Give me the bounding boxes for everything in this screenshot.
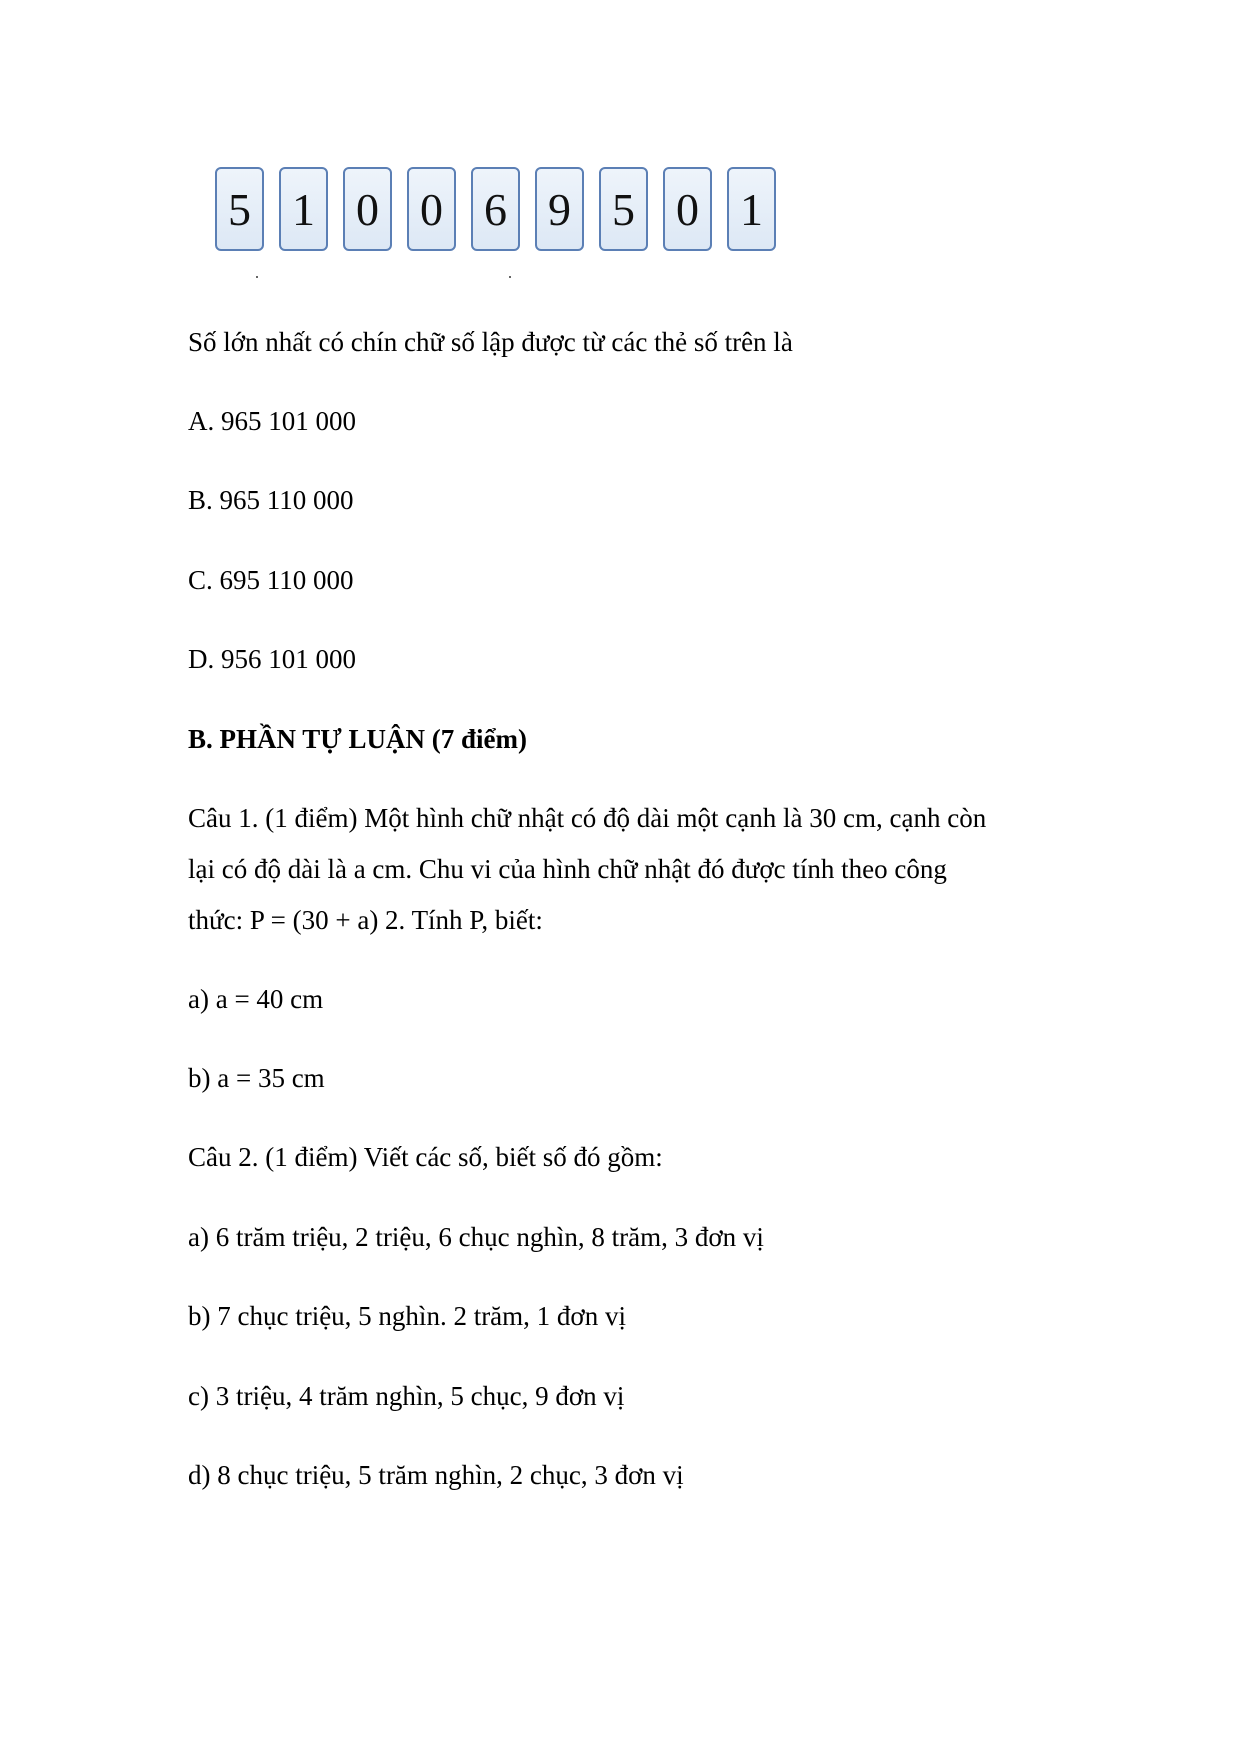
cau2-item-a: a) 6 trăm triệu, 2 triệu, 6 chục nghìn, 8 trăm, 3 đơn vị — [188, 1222, 764, 1252]
number-cards — [215, 167, 776, 251]
question-text: Số lớn nhất có chín chữ số lập được từ các thẻ số trên là — [188, 327, 793, 357]
option-a: A. 965 101 000 — [188, 406, 356, 436]
cau1-line: Câu 1. (1 điểm) Một hình chữ nhật có độ dài một cạnh là 30 cm, cạnh còn — [188, 803, 987, 833]
number-card: 6 — [471, 167, 520, 251]
cau1-line: lại có độ dài là a cm. Chu vi của hình chữ nhật đó được tính theo công — [188, 854, 947, 884]
cau2-item-b: b) 7 chục triệu, 5 nghìn. 2 trăm, 1 đơn vị — [188, 1301, 626, 1331]
cau2-item-d: d) 8 chục triệu, 5 trăm nghìn, 2 chục, 3 đơn vị — [188, 1460, 684, 1490]
cau2-title: Câu 2. (1 điểm) Viết các số, biết số đó gồm: — [188, 1142, 663, 1172]
number-card: 9 — [535, 167, 584, 251]
number-card: 0 — [343, 167, 392, 251]
option-d: D. 956 101 000 — [188, 644, 356, 674]
number-card: 1 — [727, 167, 776, 251]
number-card: 5 — [599, 167, 648, 251]
cau1-line: thức: P = (30 + a) 2. Tính P, biết: — [188, 905, 543, 935]
scan-artifact-dot — [509, 276, 511, 278]
scan-artifact-dot — [256, 276, 258, 278]
number-card: 5 — [215, 167, 264, 251]
cau1-item-b: b) a = 35 cm — [188, 1063, 325, 1093]
number-card: 1 — [279, 167, 328, 251]
option-c: C. 695 110 000 — [188, 565, 354, 595]
option-b: B. 965 110 000 — [188, 485, 354, 515]
number-card: 0 — [663, 167, 712, 251]
number-card: 0 — [407, 167, 456, 251]
section-title: B. PHẦN TỰ LUẬN (7 điểm) — [188, 724, 527, 754]
cau1-item-a: a) a = 40 cm — [188, 984, 324, 1014]
cau2-item-c: c) 3 triệu, 4 trăm nghìn, 5 chục, 9 đơn vị — [188, 1381, 625, 1411]
